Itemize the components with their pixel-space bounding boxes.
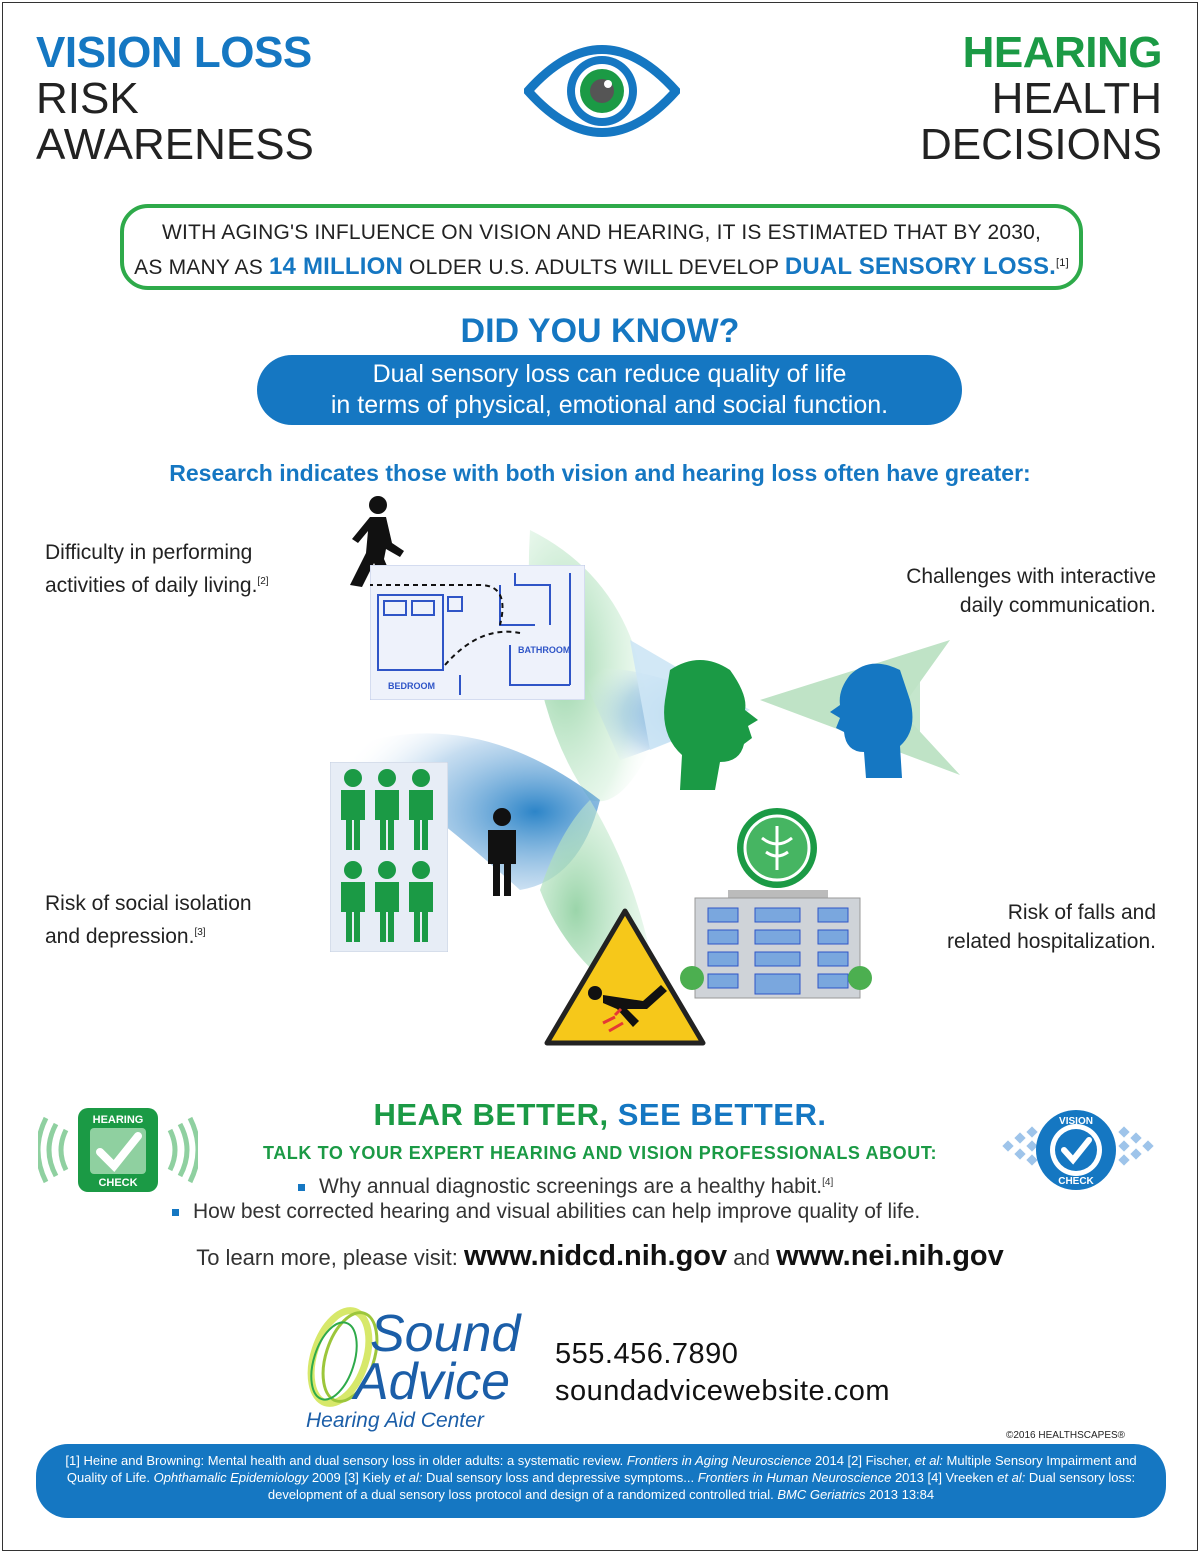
bedroom-label: BEDROOM [388,681,435,691]
stat-falls: Risk of falls and related hospitalization. [947,901,1156,953]
contact-info [555,1336,890,1410]
green-head-icon [664,660,758,790]
hospital-icon [680,808,875,1003]
bullet-icon [298,1184,305,1191]
isolated-person-icon [485,808,519,896]
stat-social-isolation: Risk of social isolation and depression.[3] [45,892,252,948]
bathroom-label: BATHROOM [518,645,571,655]
group-of-people-icon [330,762,448,952]
talk-to-professionals-heading: TALK TO YOUR EXPERT HEARING AND VISION PROFESSIONALS ABOUT: [262,1143,938,1163]
svg-text:HEARING: HEARING [92,1114,144,1126]
copyright: ©2016 HEALTHSCAPES® [1006,1430,1126,1441]
website-link[interactable]: soundadvicewebsite.com [555,1375,891,1407]
hearing-health-heading: HEARING HEALTH DECISIONS [919,28,1162,169]
stat-communication: Challenges with interactive daily communication. [906,565,1156,617]
blue-head-graphic [760,630,960,780]
bullet-screenings: Why annual diagnostic screenings are a healthy habit.[4] [298,1175,833,1199]
hear-better-see-better-heading: HEAR BETTER, SEE BETTER. [373,1097,827,1132]
svg-text:VISION: VISION [1059,1116,1093,1127]
eye-icon [524,38,680,144]
dual-sensory-loss-callout: WITH AGING'S INFLUENCE ON VISION AND HEARING, IT IS ESTIMATED THAT BY 2030, AS MANY AS 14 MILLION OLDER U.S. ADULTS WILL DEVELOP DUAL SENSORY LOSS.[1] [120,204,1083,290]
floor-plan-image [370,565,585,700]
learn-more-line: To learn more, please visit: www.nidcd.nih.gov and www.nei.nih.gov [196,1240,1004,1272]
svg-text:CHECK: CHECK [1058,1176,1094,1187]
nidcd-link[interactable]: www.nidcd.nih.gov [463,1240,728,1272]
svg-text:Sound: Sound [370,1305,521,1363]
phone-number[interactable]: 555.456.7890 [555,1338,739,1370]
svg-text:Advice: Advice [354,1353,511,1411]
bullet-corrected-abilities: How best corrected hearing and visual abilities can help improve quality of life. [172,1200,920,1224]
research-heading: Research indicates those with both vision and hearing loss often have greater: [169,460,1031,486]
quality-of-life-banner: Dual sensory loss can reduce quality of life in terms of physical, emotional and social function. [257,355,962,425]
vision-loss-heading: VISION LOSS RISK AWARENESS [36,28,314,169]
svg-text:Hearing Aid Center: Hearing Aid Center [306,1409,484,1432]
bullet-icon [172,1209,179,1216]
fall-warning-icon [543,905,708,1050]
did-you-know-heading: DID YOU KNOW? [460,312,740,350]
stat-daily-living: Difficulty in performing activities of daily living.[2] [45,541,269,597]
svg-text:CHECK: CHECK [98,1177,138,1189]
sound-advice-logo [298,1305,538,1433]
references-footer: [1] Heine and Browning: Mental health and dual sensory loss in older adults: a systematic review. Frontiers in Aging Neuroscience 2014 [2] Fischer, et al: Multiple Sensory Impairment and Quality of Life. Ophthamalic Epidemiology 2009 [3] Kiely et al: Dual sensory loss and depressive symptoms... Frontiers in Human Neuroscience 2013 [4] Vreeken et al: Dual sensory loss: development of a dual sensory loss protocol and design of a randomized controlled trial. BMC Geriatrics 2013 13:84 [36,1444,1166,1518]
nei-link[interactable]: www.nei.nih.gov [776,1240,1004,1272]
